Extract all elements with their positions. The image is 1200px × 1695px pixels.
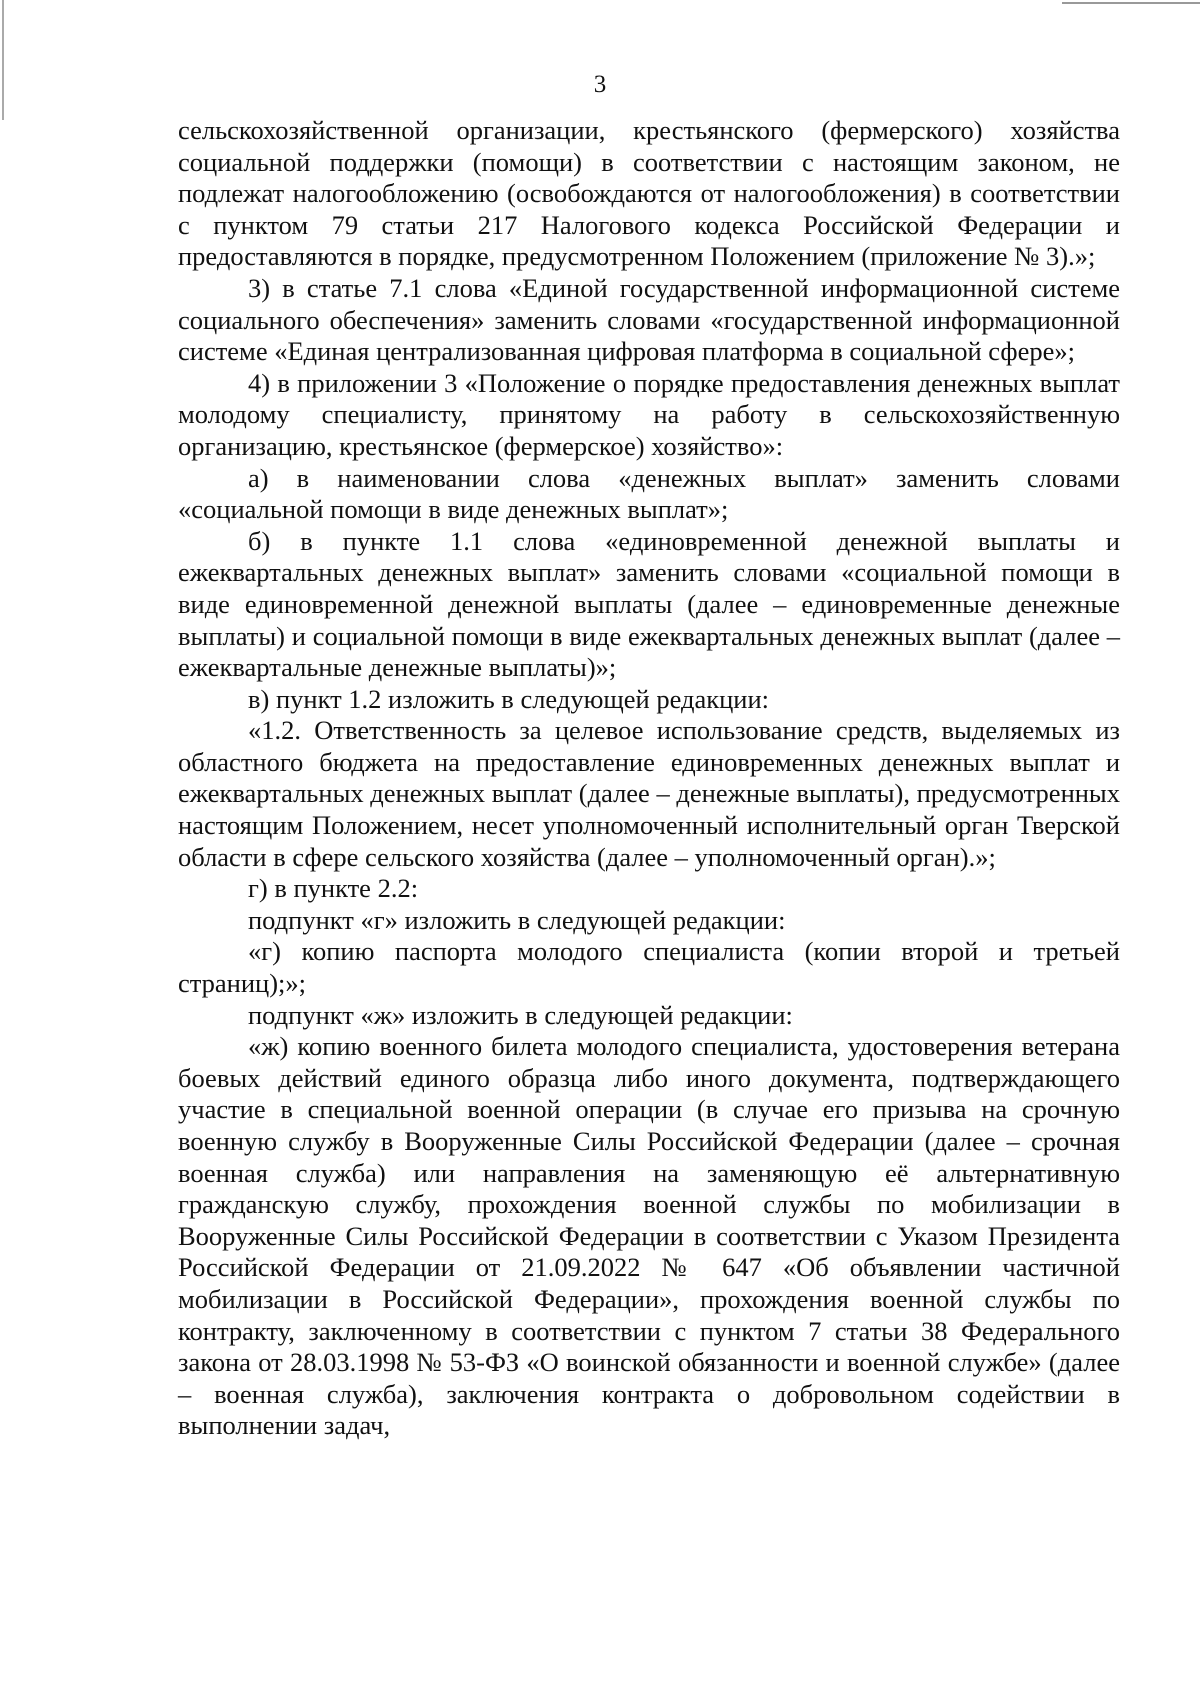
- paragraph-3: 4) в приложении 3 «Положение о порядке предоставления денежных выплат молодому специалисту, принятому на работу в сельскохозяйственную организацию, крестьянское (фермерское) хозяйство»:: [178, 367, 1120, 461]
- scan-edge-mark-left: [2, 0, 4, 120]
- paragraph-7: «1.2. Ответственность за целевое использование средств, выделяемых из областного бюджета на предоставление единовременных денежных выплат и ежеквартальных денежных выплат (далее – денежные выплаты), предусмотренных настоящим Положением, несет уполномоченный исполнительный орган Тверской области в сфере сельского хозяйства (далее – уполномоченный орган).»;: [178, 715, 1120, 872]
- paragraph-2: 3) в статье 7.1 слова «Единой государственной информационной системе социального обеспечения» заменить словами «государственной информационной системе «Единая централизованная цифровая платформа в социальной сфере»;: [178, 272, 1120, 367]
- paragraph-5: б) в пункте 1.1 слова «единовременной денежной выплаты и ежеквартальных денежных выплат» заменить словами «социальной помощи в виде единовременной денежной выплаты (далее – единовременные денежные выплаты) и социальной помощи в виде ежеквартальных денежных выплат (далее – ежеквартальные денежные выплаты)»;: [178, 525, 1120, 683]
- paragraph-9: подпункт «г» изложить в следующей редакции:: [248, 904, 786, 935]
- page-number: 3: [593, 71, 607, 98]
- document-body: [178, 115, 1120, 1442]
- paragraph-12: «ж) копию военного билета молодого специалиста, удостоверения ветерана боевых действий единого образца либо иного документа, подтверждающего участие в специальной военной операции (в случае его призыва на срочную военную службу в Вооруженные Силы Российской Федерации (далее – срочная военная служба) или направления на заменяющую её альтернативную гражданскую службу, прохождения военной службы по мобилизации в Вооруженные Силы Российской Федерации в соответствии с Указом Президента Российской Федерации от 21.09.2022 № 647 «Об объявлении частичной мобилизации в Российской Федерации», прохождения военной службы по контракту, заключенному в соответствии с пунктом 7 статьи 38 Федерального закона от 28.03.1998 № 53-ФЗ «О воинской обязанности и военной службе» (далее – военная служба), заключения контракта о добровольном содействии в выполнении задач,: [178, 1031, 1120, 1441]
- paragraph-11: подпункт «ж» изложить в следующей редакции:: [248, 999, 793, 1030]
- paragraph-4: а) в наименовании слова «денежных выплат» заменить словами «социальной помощи в виде денежных выплат»;: [178, 462, 1120, 525]
- paragraph-10: «г) копию паспорта молодого специалиста (копии второй и третьей страниц);»;: [178, 936, 1120, 999]
- paragraph-1: сельскохозяйственной организации, крестьянского (фермерского) хозяйства социальной поддержки (помощи) в соответствии с настоящим законом, не подлежат налогообложению (освобождаются от налогообложения) в соответствии с пунктом 79 статьи 217 Налогового кодекса Российской Федерации и предоставляются в порядке, предусмотренном Положением (приложение № 3).»;: [178, 115, 1120, 272]
- scan-edge-mark-top-right: [1062, 2, 1200, 4]
- paragraph-8: г) в пункте 2.2:: [248, 873, 419, 904]
- paragraph-6: в) пункт 1.2 изложить в следующей редакции:: [248, 683, 770, 714]
